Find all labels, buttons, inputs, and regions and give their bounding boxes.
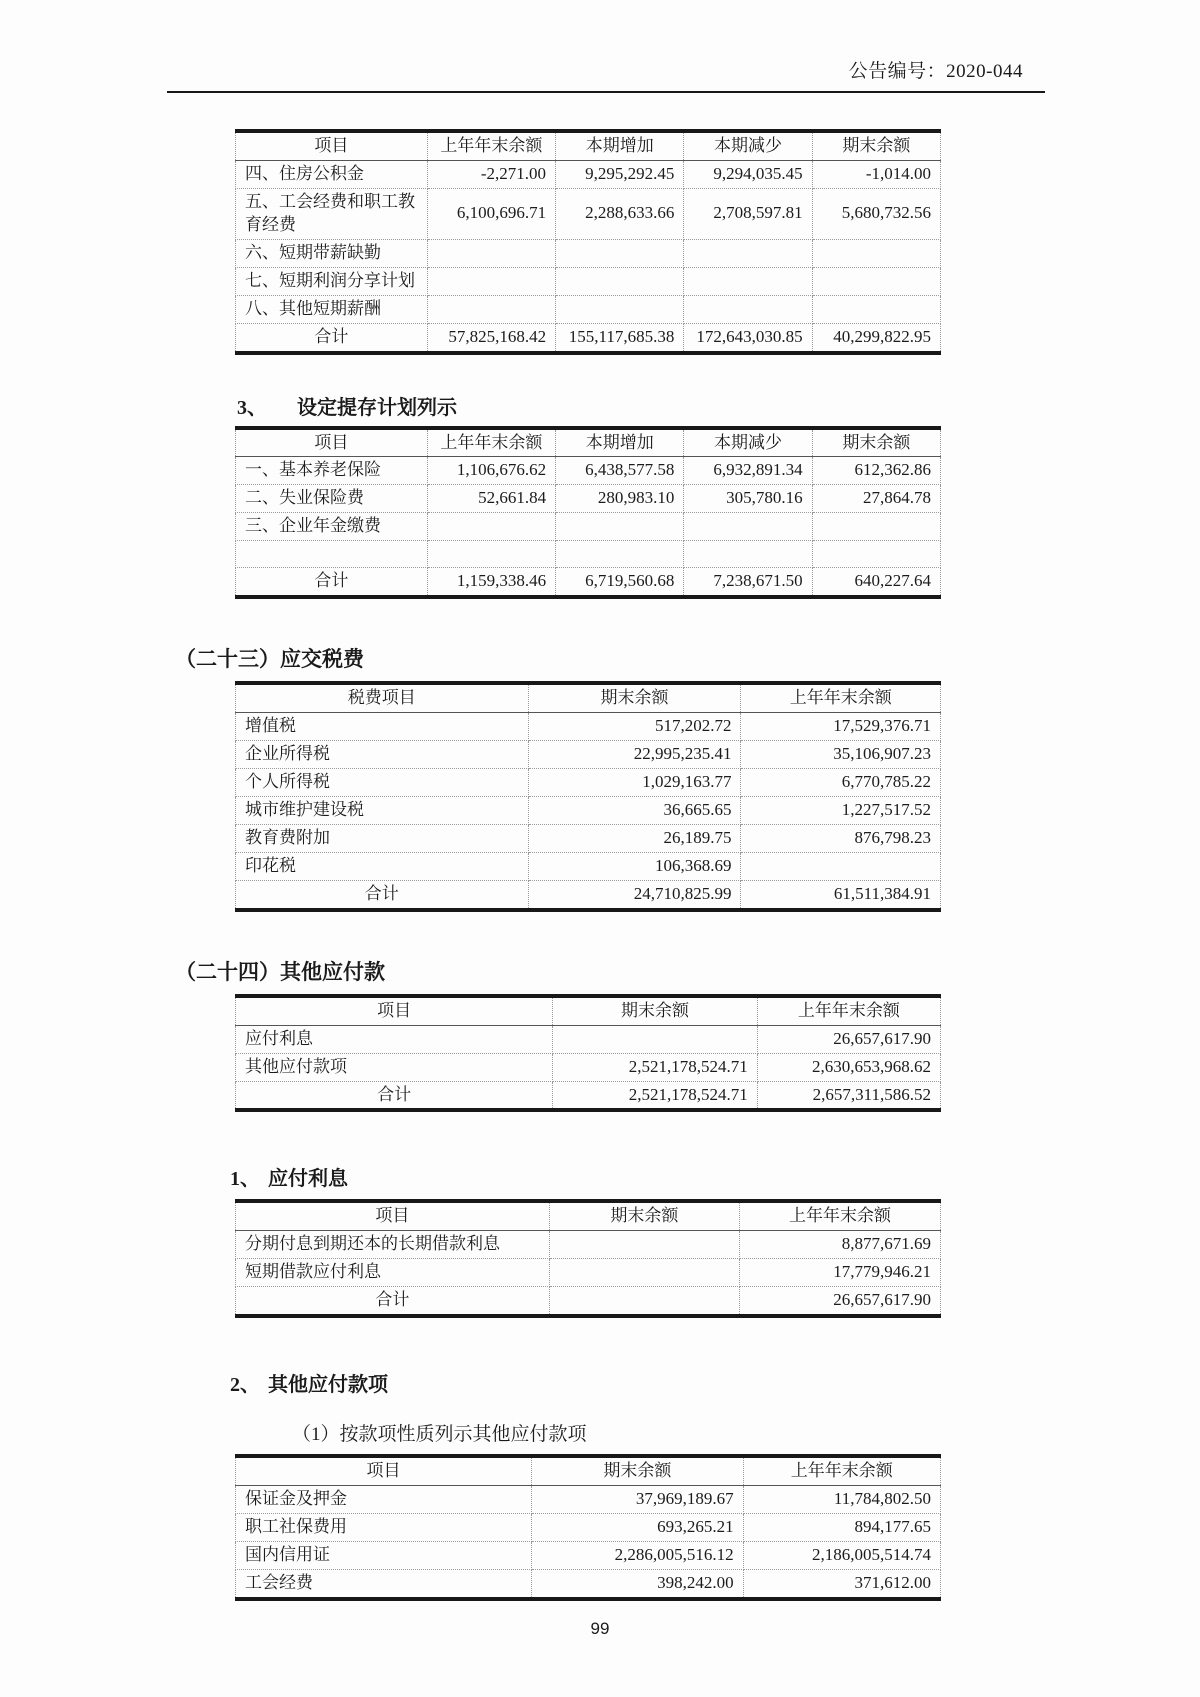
- item-label: 三、企业年金缴费: [236, 513, 428, 541]
- amount-cell: 1,106,676.62: [427, 457, 555, 485]
- amount-cell: [812, 541, 940, 568]
- table-row: [236, 1486, 941, 1514]
- amount-cell: 2,521,178,524.71: [553, 1053, 757, 1081]
- amount-cell: [684, 295, 812, 323]
- amount-cell: 6,770,785.22: [741, 769, 941, 797]
- amount-cell: 37,969,189.67: [532, 1486, 744, 1514]
- amount-cell: 2,521,178,524.71: [553, 1081, 757, 1110]
- amount-cell: [427, 541, 555, 568]
- item-label: 企业所得税: [236, 741, 529, 769]
- amount-cell: 24,710,825.99: [528, 880, 741, 909]
- table-row: [236, 824, 941, 852]
- section-title: 设定提存计划列示: [297, 396, 457, 419]
- item-label: 七、短期利润分享计划: [236, 267, 428, 295]
- amount-cell: 17,529,376.71: [741, 713, 941, 741]
- column-header: 项目: [236, 428, 428, 457]
- amount-cell: [684, 267, 812, 295]
- amount-cell: 2,708,597.81: [684, 188, 812, 239]
- amount-cell: 6,438,577.58: [556, 457, 684, 485]
- amount-cell: [556, 239, 684, 267]
- column-header: 期末余额: [812, 131, 940, 160]
- amount-cell: 9,295,292.45: [556, 160, 684, 188]
- table-row: [236, 267, 941, 295]
- amount-cell: 6,932,891.34: [684, 457, 812, 485]
- amount-cell: 2,288,633.66: [556, 188, 684, 239]
- short-term-benefits-table: [235, 129, 941, 355]
- column-header: 期末余额: [532, 1456, 744, 1485]
- amount-cell: 172,643,030.85: [684, 323, 812, 352]
- amount-cell: 305,780.16: [684, 485, 812, 513]
- amount-cell: 2,186,005,514.74: [743, 1542, 940, 1570]
- amount-cell: -1,014.00: [812, 160, 940, 188]
- section-number: 1、: [230, 1168, 260, 1191]
- amount-cell: [549, 1287, 739, 1316]
- item-label: 短期借款应付利息: [236, 1259, 550, 1287]
- amount-cell: [549, 1259, 739, 1287]
- amount-cell: [556, 295, 684, 323]
- item-label: 城市维护建设税: [236, 796, 529, 824]
- column-header: 项目: [236, 131, 428, 160]
- amount-cell: [549, 1231, 739, 1259]
- amount-cell: 398,242.00: [532, 1569, 744, 1598]
- amount-cell: 371,612.00: [743, 1569, 940, 1598]
- item-label: 五、工会经费和职工教育经费: [236, 188, 428, 239]
- amount-cell: 517,202.72: [528, 713, 741, 741]
- amount-cell: [427, 295, 555, 323]
- amount-cell: [812, 239, 940, 267]
- item-label: 国内信用证: [236, 1542, 532, 1570]
- section-heading-interest-payable: [230, 1162, 1200, 1191]
- amount-cell: 26,657,617.90: [740, 1287, 941, 1316]
- table-row: [236, 485, 941, 513]
- amount-cell: [684, 541, 812, 568]
- table-row: [236, 568, 941, 597]
- amount-cell: [556, 513, 684, 541]
- table-row: [236, 852, 941, 880]
- table-row: [236, 457, 941, 485]
- amount-cell: 17,779,946.21: [740, 1259, 941, 1287]
- amount-cell: [427, 239, 555, 267]
- column-header: 项目: [236, 1456, 532, 1485]
- amount-cell: [427, 267, 555, 295]
- defined-contribution-table: [235, 426, 941, 600]
- column-header: 本期减少: [684, 131, 812, 160]
- item-label: 四、住房公积金: [236, 160, 428, 188]
- item-label: 保证金及押金: [236, 1486, 532, 1514]
- column-header: 上年年末余额: [427, 131, 555, 160]
- amount-cell: [556, 267, 684, 295]
- amount-cell: 1,159,338.46: [427, 568, 555, 597]
- amount-cell: 61,511,384.91: [741, 880, 941, 909]
- column-header: 上年年末余额: [740, 1201, 941, 1230]
- column-header: 上年年末余额: [743, 1456, 940, 1485]
- notice-number: 公告编号：2020-044: [848, 61, 1023, 82]
- item-label: 增值税: [236, 713, 529, 741]
- amount-cell: 280,983.10: [556, 485, 684, 513]
- table-row: [236, 1231, 941, 1259]
- item-label: 其他应付款项: [236, 1053, 553, 1081]
- header-divider: [167, 91, 1045, 93]
- amount-cell: 876,798.23: [741, 824, 941, 852]
- item-label: 六、短期带薪缺勤: [236, 239, 428, 267]
- total-label: 合计: [236, 1287, 550, 1316]
- page-number: 99: [590, 1618, 610, 1638]
- item-label: 印花税: [236, 852, 529, 880]
- amount-cell: 2,657,311,586.52: [757, 1081, 940, 1110]
- section-heading-other-payables: （二十四）其他应付款: [175, 959, 385, 984]
- table-row: [236, 1259, 941, 1287]
- amount-cell: [556, 541, 684, 568]
- amount-cell: 7,238,671.50: [684, 568, 812, 597]
- amount-cell: [741, 852, 941, 880]
- amount-cell: 1,029,163.77: [528, 769, 741, 797]
- amount-cell: 57,825,168.42: [427, 323, 555, 352]
- amount-cell: 52,661.84: [427, 485, 555, 513]
- column-header: 项目: [236, 1201, 550, 1230]
- amount-cell: 26,189.75: [528, 824, 741, 852]
- amount-cell: 106,368.69: [528, 852, 741, 880]
- amount-cell: [427, 513, 555, 541]
- column-header: 项目: [236, 996, 553, 1025]
- column-header: 税费项目: [236, 683, 529, 712]
- amount-cell: 27,864.78: [812, 485, 940, 513]
- amount-cell: [812, 295, 940, 323]
- column-header: 期末余额: [553, 996, 757, 1025]
- table-row: [236, 295, 941, 323]
- table-row: [236, 1053, 941, 1081]
- table-row: [236, 188, 941, 239]
- section-heading-other-payable-items: [230, 1368, 1200, 1397]
- column-header: 期末余额: [812, 428, 940, 457]
- amount-cell: -2,271.00: [427, 160, 555, 188]
- amount-cell: 22,995,235.41: [528, 741, 741, 769]
- section-heading-defined-contribution: [237, 391, 1200, 420]
- amount-cell: 1,227,517.52: [741, 796, 941, 824]
- table-header-row: [236, 683, 941, 712]
- interest-payable-table: [235, 1199, 941, 1318]
- section-heading-taxes-payable: （二十三）应交税费: [175, 647, 364, 672]
- column-header: 上年年末余额: [741, 683, 941, 712]
- table-row: [236, 1081, 941, 1110]
- table-row: [236, 323, 941, 352]
- total-label: 合计: [236, 568, 428, 597]
- section-title: 其他应付款项: [268, 1374, 388, 1397]
- table-row: [236, 1025, 941, 1053]
- table-row: [236, 741, 941, 769]
- item-label: 个人所得税: [236, 769, 529, 797]
- item-label: 工会经费: [236, 1569, 532, 1598]
- table-row: [236, 1287, 941, 1316]
- table-row: [236, 713, 941, 741]
- amount-cell: 155,117,685.38: [556, 323, 684, 352]
- column-header: 本期增加: [556, 131, 684, 160]
- amount-cell: [553, 1025, 757, 1053]
- section-number: 2、: [230, 1374, 260, 1397]
- amount-cell: 693,265.21: [532, 1514, 744, 1542]
- amount-cell: 6,719,560.68: [556, 568, 684, 597]
- amount-cell: [812, 267, 940, 295]
- table-row: [236, 1542, 941, 1570]
- amount-cell: 894,177.65: [743, 1514, 940, 1542]
- amount-cell: 2,630,653,968.62: [757, 1053, 940, 1081]
- table-header-row: [236, 996, 941, 1025]
- column-header: 上年年末余额: [427, 428, 555, 457]
- amount-cell: 36,665.65: [528, 796, 741, 824]
- table-row: [236, 796, 941, 824]
- item-label: 教育费附加: [236, 824, 529, 852]
- total-label: 合计: [236, 323, 428, 352]
- table-row: [236, 1514, 941, 1542]
- amount-cell: 2,286,005,516.12: [532, 1542, 744, 1570]
- subsection-heading-by-nature: （1）按款项性质列示其他应付款项: [292, 1424, 587, 1446]
- section-number: 3、: [237, 396, 267, 419]
- table-row: [236, 239, 941, 267]
- column-header: 本期减少: [684, 428, 812, 457]
- column-header: 上年年末余额: [757, 996, 940, 1025]
- other-payable-items-table: [235, 1454, 941, 1601]
- total-label: 合计: [236, 880, 529, 909]
- table-row: [236, 541, 941, 568]
- table-header-row: [236, 1201, 941, 1230]
- amount-cell: [812, 513, 940, 541]
- total-label: 合计: [236, 1081, 553, 1110]
- amount-cell: 40,299,822.95: [812, 323, 940, 352]
- table-row: [236, 880, 941, 909]
- item-label: 八、其他短期薪酬: [236, 295, 428, 323]
- table-header-row: [236, 428, 941, 457]
- amount-cell: [684, 513, 812, 541]
- amount-cell: 9,294,035.45: [684, 160, 812, 188]
- item-label: 职工社保费用: [236, 1514, 532, 1542]
- table-row: [236, 769, 941, 797]
- amount-cell: [684, 239, 812, 267]
- item-label: 一、基本养老保险: [236, 457, 428, 485]
- amount-cell: 11,784,802.50: [743, 1486, 940, 1514]
- amount-cell: 35,106,907.23: [741, 741, 941, 769]
- column-header: 本期增加: [556, 428, 684, 457]
- item-label: 二、失业保险费: [236, 485, 428, 513]
- item-label: 应付利息: [236, 1025, 553, 1053]
- amount-cell: 5,680,732.56: [812, 188, 940, 239]
- table-header-row: [236, 131, 941, 160]
- table-row: [236, 513, 941, 541]
- section-title: 应付利息: [268, 1168, 348, 1191]
- table-row: [236, 160, 941, 188]
- column-header: 期末余额: [528, 683, 741, 712]
- amount-cell: 612,362.86: [812, 457, 940, 485]
- amount-cell: 26,657,617.90: [757, 1025, 940, 1053]
- taxes-payable-table: [235, 681, 941, 912]
- item-label: [236, 541, 428, 568]
- amount-cell: 8,877,671.69: [740, 1231, 941, 1259]
- item-label: 分期付息到期还本的长期借款利息: [236, 1231, 550, 1259]
- amount-cell: 6,100,696.71: [427, 188, 555, 239]
- amount-cell: 640,227.64: [812, 568, 940, 597]
- table-header-row: [236, 1456, 941, 1485]
- other-payables-table: [235, 994, 941, 1113]
- table-row: [236, 1569, 941, 1598]
- column-header: 期末余额: [549, 1201, 739, 1230]
